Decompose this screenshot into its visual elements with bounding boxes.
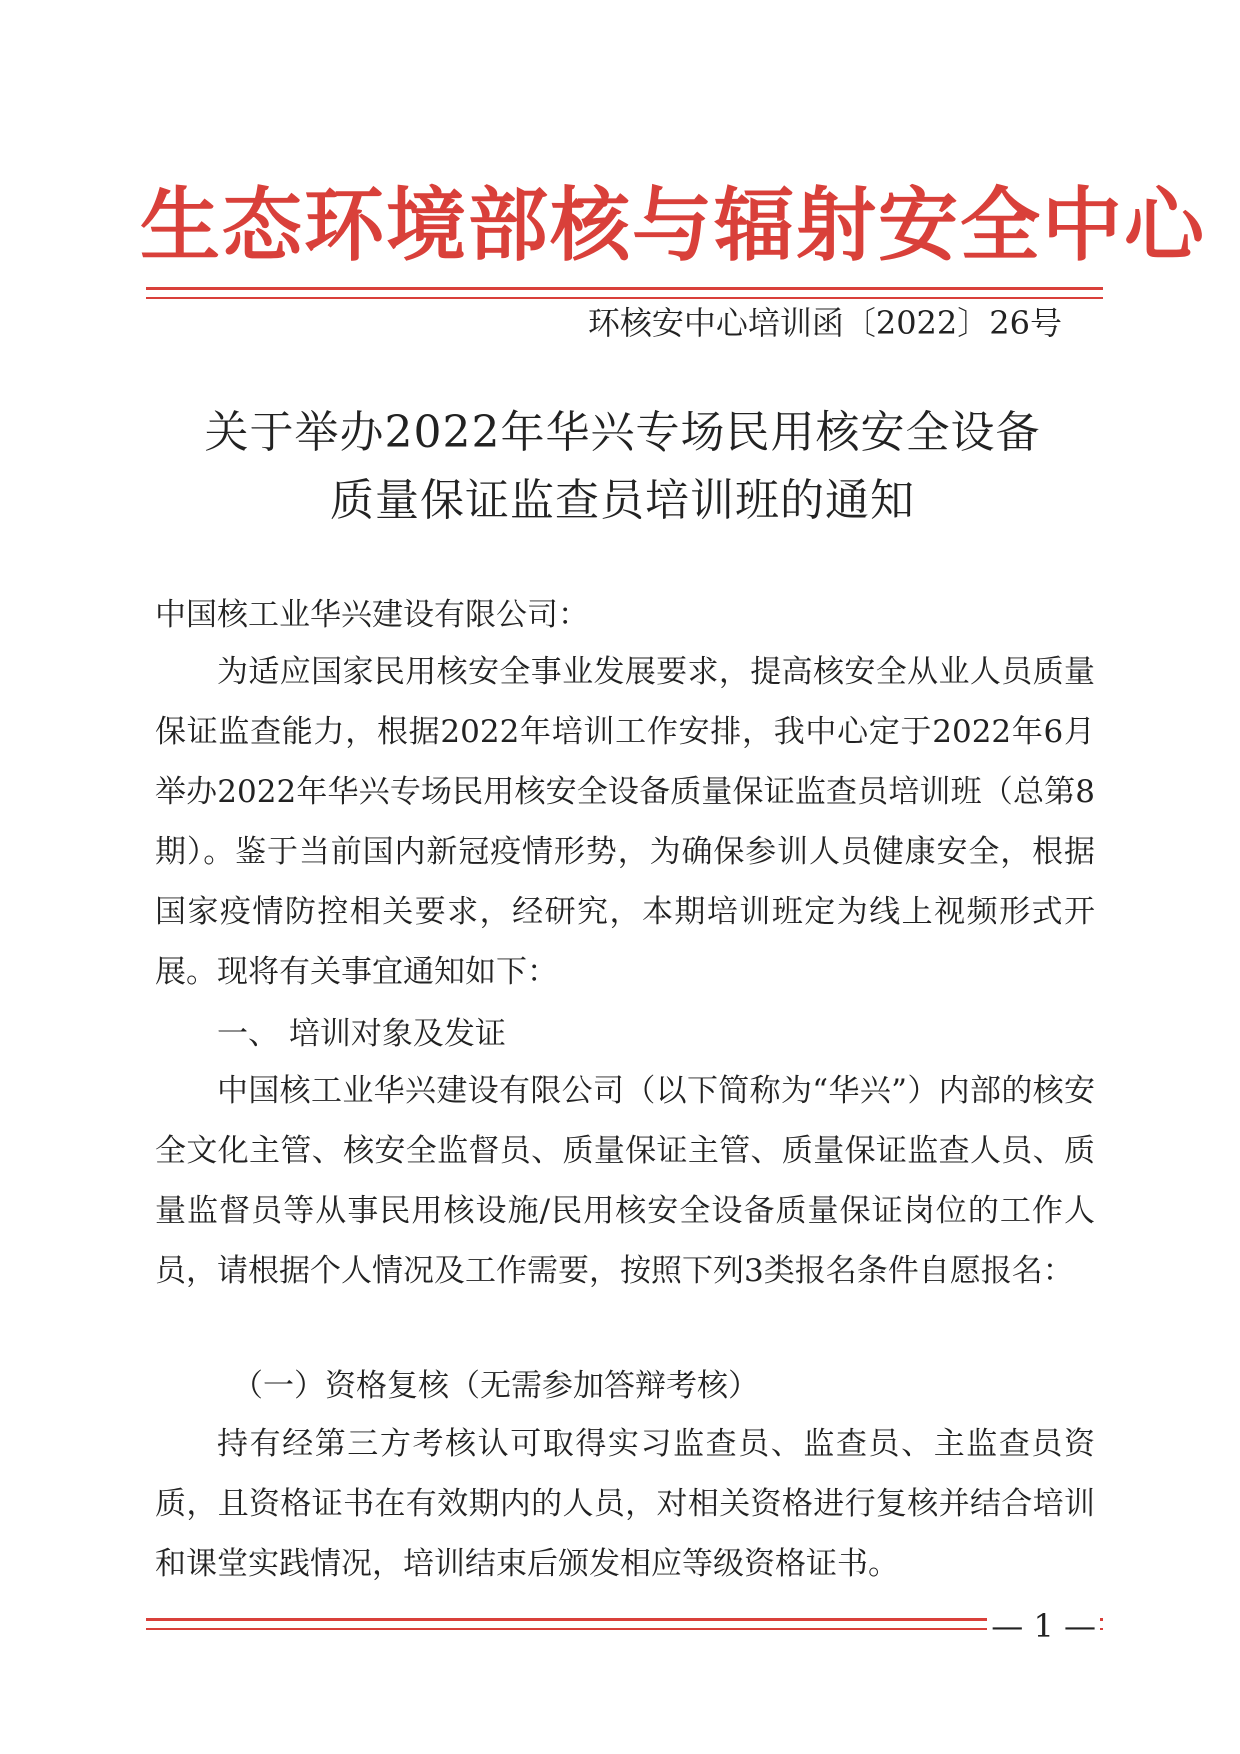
addressee: 中国核工业华兴建设有限公司： bbox=[155, 597, 589, 633]
subsection-1-heading: （一）资格复核（无需参加答辩考核） bbox=[232, 1368, 759, 1404]
section-1-heading: 一、 培训对象及发证 bbox=[217, 1016, 506, 1052]
section-1-paragraph: 中国核工业华兴建设有限公司（以下简称为“华兴”）内部的核安全文化主管、核安全监督员、质量保证主管、质量保证监查人员、质量监督员等从事民用核设施/民用核安全设备质量保证岗位的工作人员，请根据个人情况及工作需要，按照下列3类报名条件自愿报名： bbox=[155, 1073, 1095, 1289]
notice-title-line-1: 关于举办2022年华兴专场民用核安全设备 bbox=[204, 407, 1041, 458]
document-number: 环核安中心培训函〔2022〕26号 bbox=[587, 304, 1062, 342]
page-number: — 1 — bbox=[987, 1606, 1100, 1646]
organization-header: 生态环境部核与辐射安全中心 bbox=[140, 178, 1206, 272]
notice-title-line-2: 质量保证监查员培训班的通知 bbox=[330, 475, 915, 526]
header-divider bbox=[146, 287, 1103, 299]
intro-paragraph: 为适应国家民用核安全事业发展要求，提高核安全从业人员质量保证监查能力，根据2022年培训工作安排，我中心定于2022年6月举办2022年华兴专场民用核安全设备质量保证监查员培训班（总第8期）。鉴于当前国内新冠疫情形势，为确保参训人员健康安全，根据国家疫情防控相关要求，经研究，本期培训班定为线上视频形式开展。现将有关事宜通知如下： bbox=[155, 654, 1095, 990]
subsection-1-paragraph: 持有经第三方考核认可取得实习监查员、监查员、主监查员资质，且资格证书在有效期内的人员，对相关资格进行复核并结合培训和课堂实践情况，培训结束后颁发相应等级资格证书。 bbox=[155, 1426, 1095, 1582]
footer-divider bbox=[146, 1618, 1103, 1630]
